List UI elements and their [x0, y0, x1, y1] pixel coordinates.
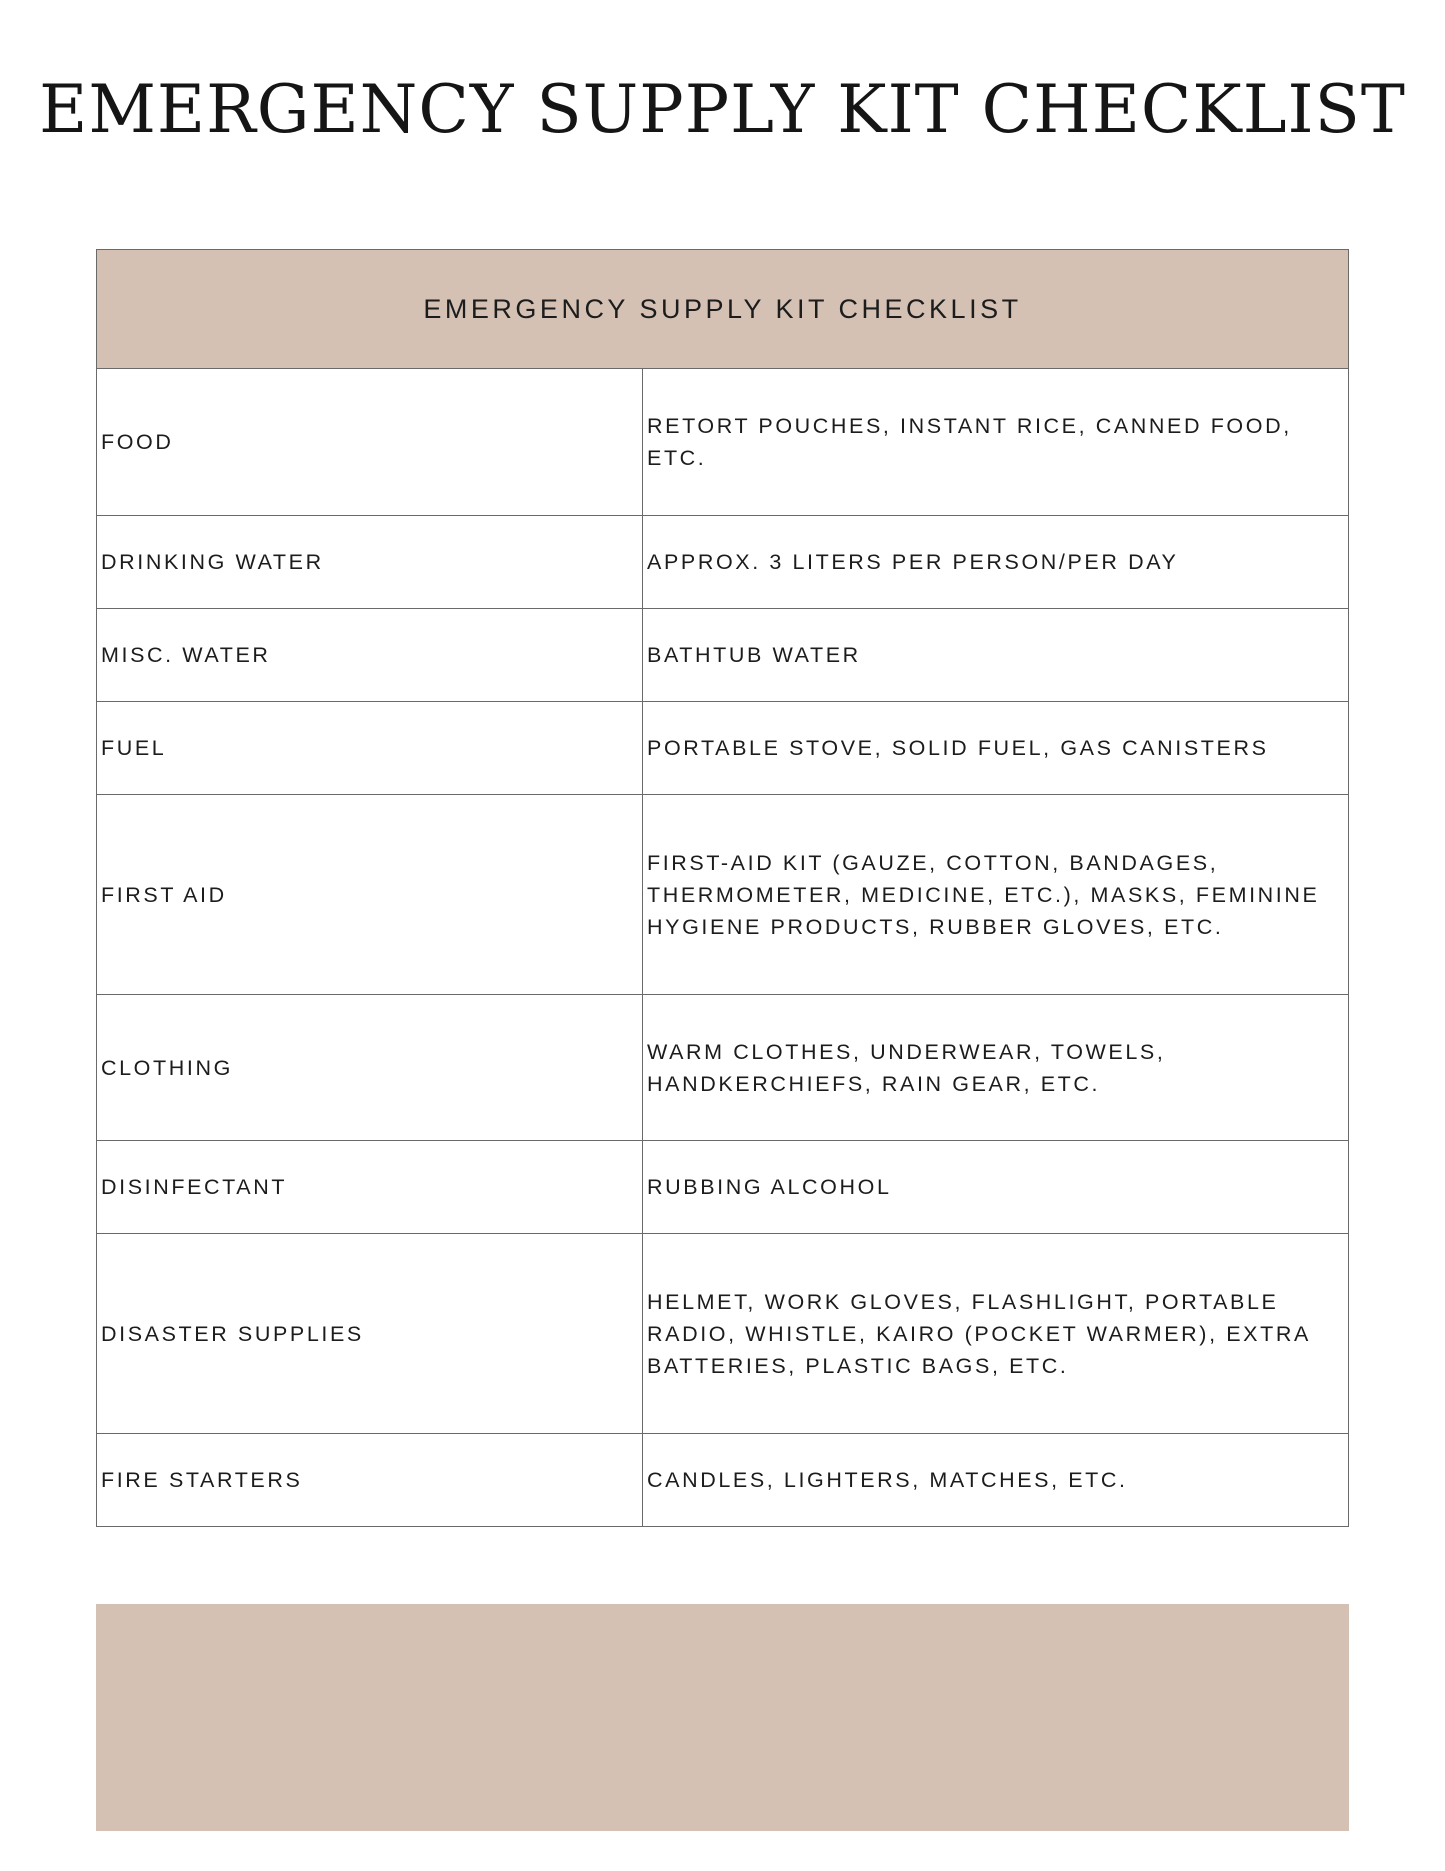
- table-row: [97, 1141, 1349, 1234]
- checklist-table: [96, 249, 1349, 1527]
- table-row: [97, 702, 1349, 795]
- details-cell: RETORT POUCHES, INSTANT RICE, CANNED FOOD, ETC.: [643, 369, 1349, 516]
- table-row: [97, 795, 1349, 995]
- item-cell: FIRE STARTERS: [97, 1434, 643, 1527]
- table-row: [97, 995, 1349, 1141]
- table-row: [97, 1434, 1349, 1527]
- details-cell: PORTABLE STOVE, SOLID FUEL, GAS CANISTERS: [643, 702, 1349, 795]
- details-cell: RUBBING ALCOHOL: [643, 1141, 1349, 1234]
- details-cell: APPROX. 3 LITERS PER PERSON/PER DAY: [643, 516, 1349, 609]
- table-row: [97, 516, 1349, 609]
- footer-band: [96, 1604, 1349, 1831]
- table-row: [97, 1234, 1349, 1434]
- table-header: EMERGENCY SUPPLY KIT CHECKLIST: [97, 250, 1349, 369]
- details-cell: CANDLES, LIGHTERS, MATCHES, ETC.: [643, 1434, 1349, 1527]
- item-cell: MISC. WATER: [97, 609, 643, 702]
- table-row: [97, 609, 1349, 702]
- table-row: [97, 369, 1349, 516]
- item-cell: FOOD: [97, 369, 643, 516]
- item-cell: DISINFECTANT: [97, 1141, 643, 1234]
- item-cell: FIRST AID: [97, 795, 643, 995]
- page-title: EMERGENCY SUPPLY KIT CHECKLIST: [39, 71, 1406, 148]
- details-cell: WARM CLOTHES, UNDERWEAR, TOWELS, HANDKERCHIEFS, RAIN GEAR, ETC.: [643, 995, 1349, 1141]
- item-cell: CLOTHING: [97, 995, 643, 1141]
- item-cell: DISASTER SUPPLIES: [97, 1234, 643, 1434]
- table-header-row: [97, 250, 1349, 369]
- details-cell: HELMET, WORK GLOVES, FLASHLIGHT, PORTABLE RADIO, WHISTLE, KAIRO (POCKET WARMER), EXTRA BATTERIES, PLASTIC BAGS, ETC.: [643, 1234, 1349, 1434]
- item-cell: FUEL: [97, 702, 643, 795]
- details-cell: BATHTUB WATER: [643, 609, 1349, 702]
- item-cell: DRINKING WATER: [97, 516, 643, 609]
- details-cell: FIRST-AID KIT (GAUZE, COTTON, BANDAGES, THERMOMETER, MEDICINE, ETC.), MASKS, FEMININE HYGIENE PRODUCTS, RUBBER GLOVES, ETC.: [643, 795, 1349, 995]
